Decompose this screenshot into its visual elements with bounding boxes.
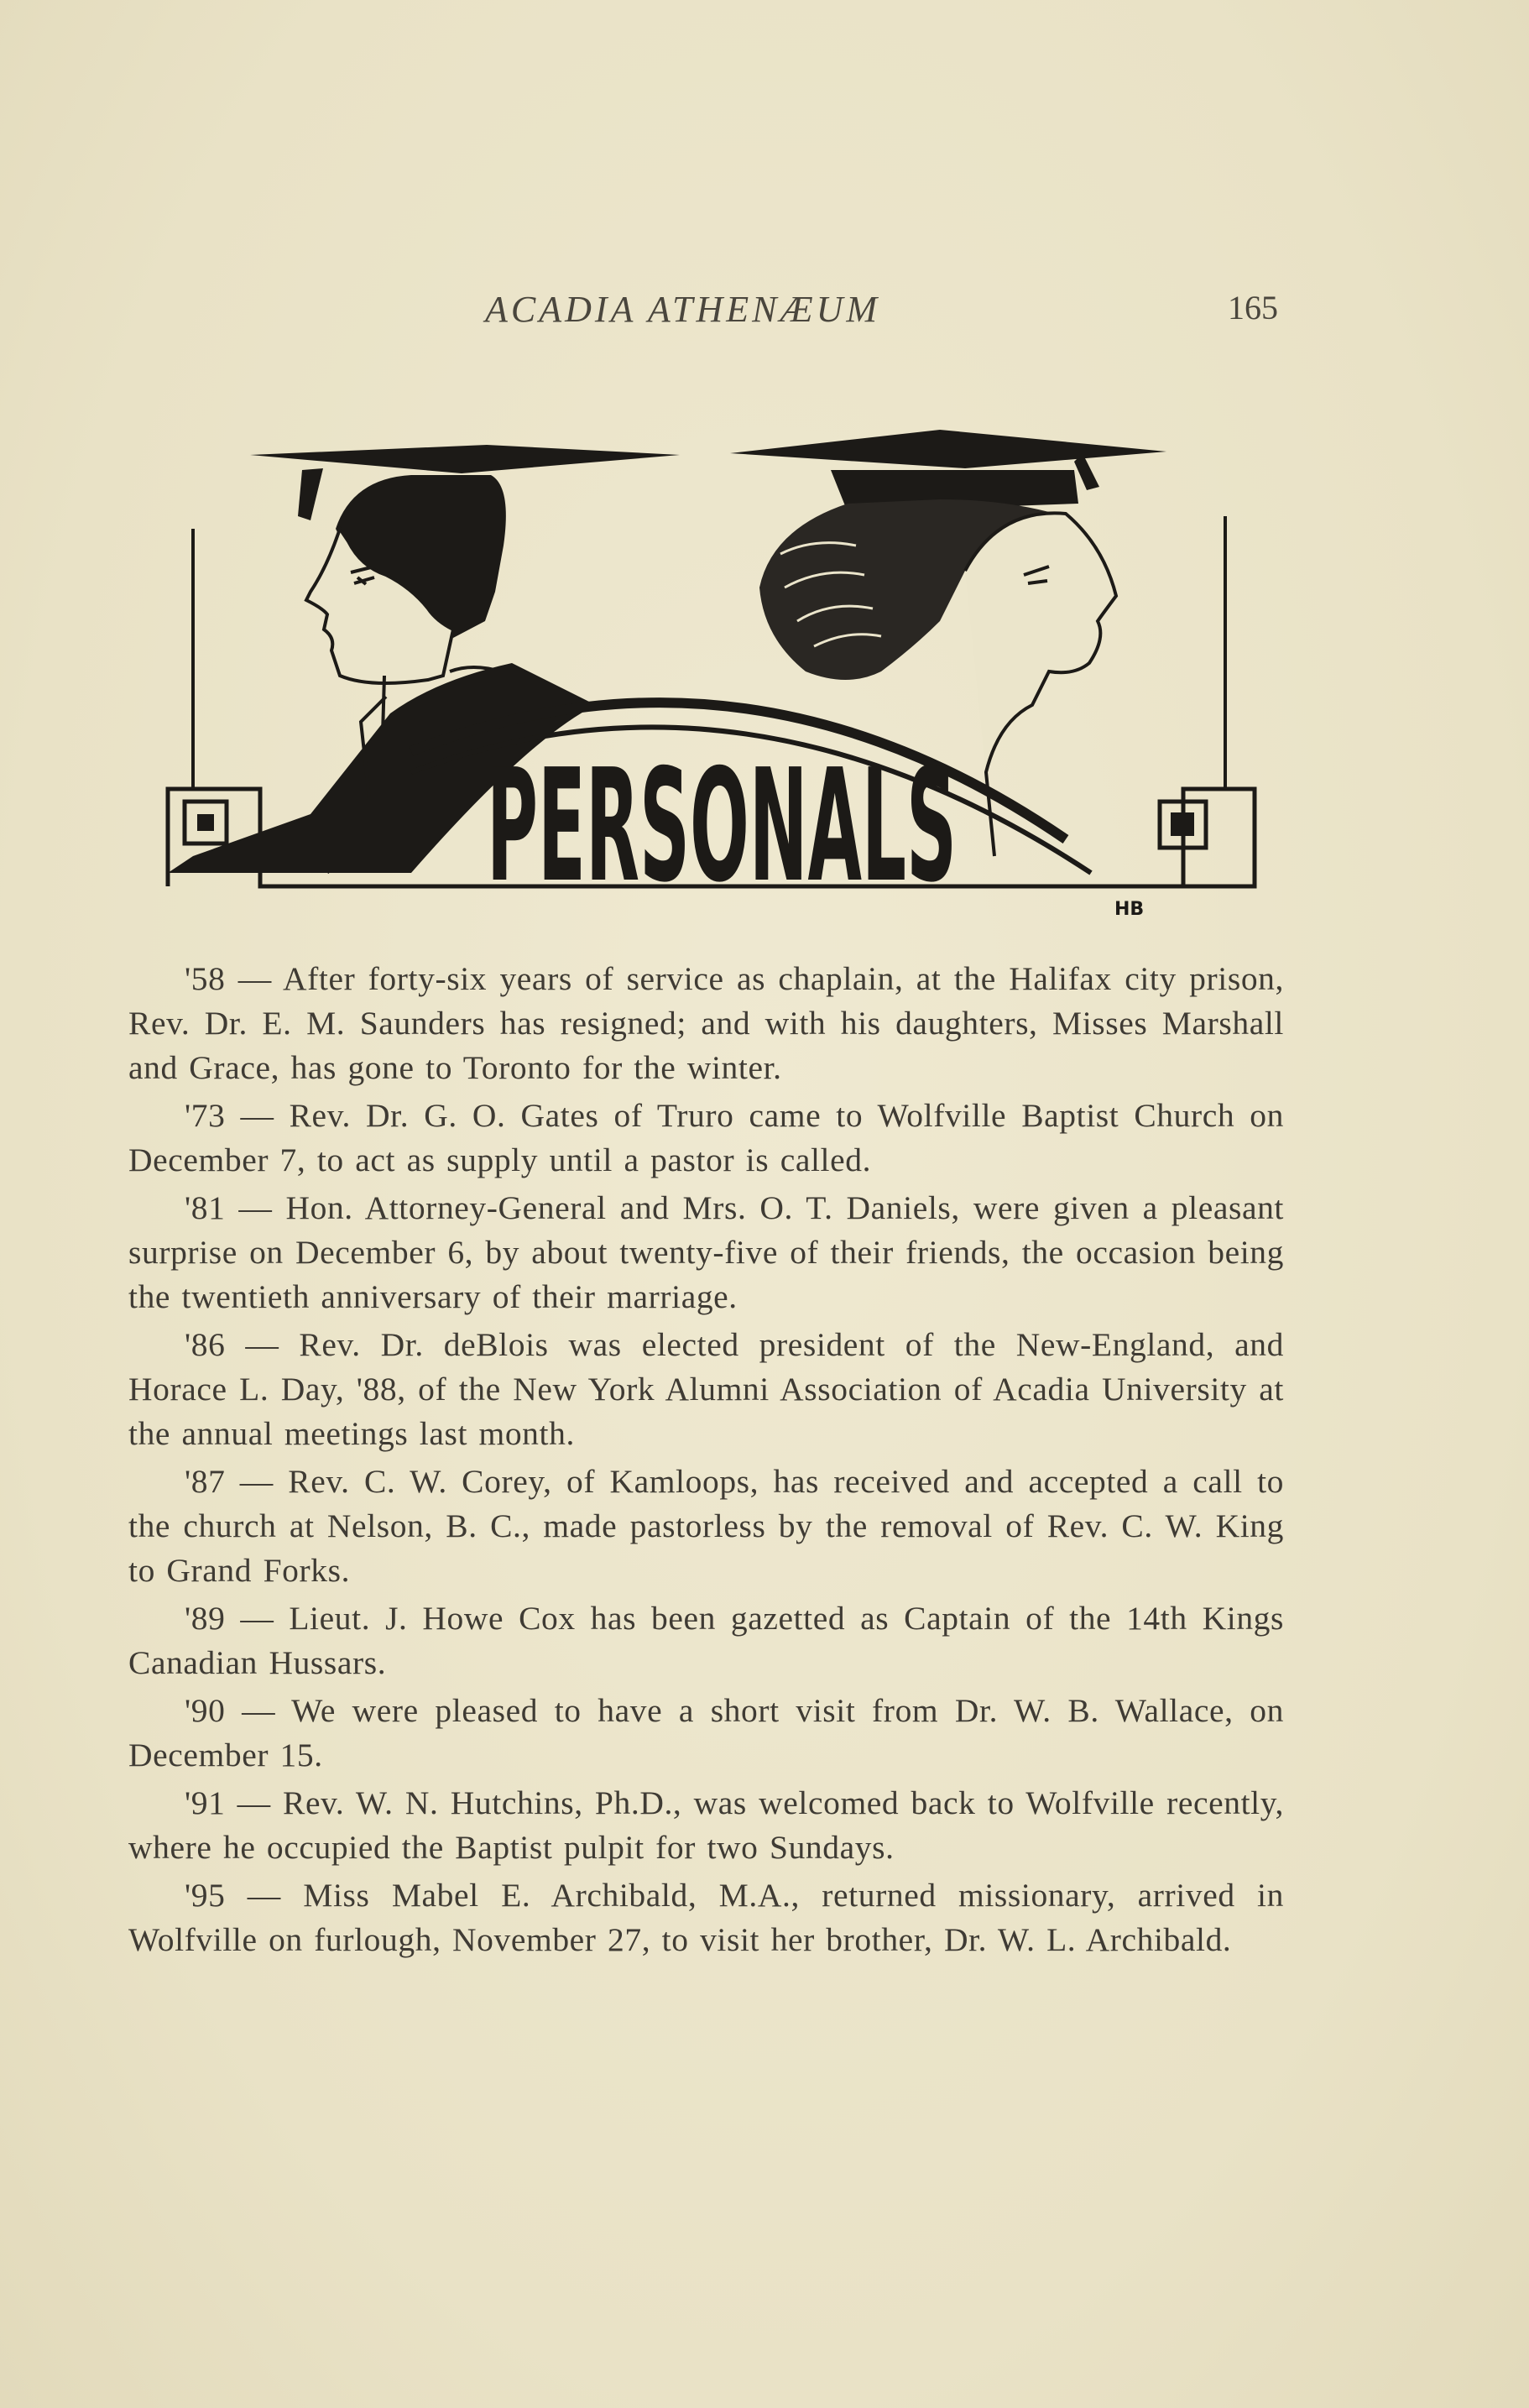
personal-note-1873: '73 — Rev. Dr. G. O. Gates of Truro came to Wolfville Baptist Church on December 7, to act as supply until a pastor is called. [128, 1097, 1284, 1178]
page-number: 165 [1228, 289, 1278, 326]
personal-note-1858: '58 — After forty-six years of service as chaplain, at the Halifax city prison, Rev. Dr. E. M. Saunders has resigned; and with his daughters, Misses Marshall and Grace, has gone to Toronto for the winter. [128, 960, 1284, 1086]
personal-note-1891: '91 — Rev. W. N. Hutchins, Ph.D., was welcomed back to Wolfville recently, where he occupied the Baptist pulpit for two Sundays. [128, 1784, 1284, 1866]
running-head [0, 288, 1529, 338]
journal-title: ACADIA ATHENÆUM [485, 289, 881, 330]
personal-note-1889: '89 — Lieut. J. Howe Cox has been gazetted as Captain of the 14th Kings Canadian Hussars. [128, 1600, 1284, 1681]
personals-header-illustration [159, 420, 1267, 923]
personal-note-1887: '87 — Rev. C. W. Corey, of Kamloops, has received and accepted a call to the church at Nelson, B. C., made pastorless by the removal of Rev. C. W. King to Grand Forks. [128, 1463, 1284, 1589]
artist-initials: HB [1114, 899, 1145, 920]
banner-text: PERSONALS [487, 735, 957, 917]
personal-note-1886: '86 — Rev. Dr. deBlois was elected president of the New-England, and Horace L. Day, '88, of the New York Alumni Association of Acadia University at the annual meetings last month. [128, 1326, 1284, 1452]
personal-note-1890: '90 — We were pleased to have a short visit from Dr. W. B. Wallace, on December 15. [128, 1692, 1284, 1773]
personal-notes [128, 957, 1284, 1966]
personal-note-1881: '81 — Hon. Attorney-General and Mrs. O. T. Daniels, were given a pleasant surprise on December 6, by about twenty-five of their friends, the occasion being the twentieth anniversary of their marriage. [128, 1189, 1284, 1315]
personal-note-1895: '95 — Miss Mabel E. Archibald, M.A., returned missionary, arrived in Wolfville on furlough, November 27, to visit her brother, Dr. W. L. Archibald. [128, 1877, 1284, 1958]
